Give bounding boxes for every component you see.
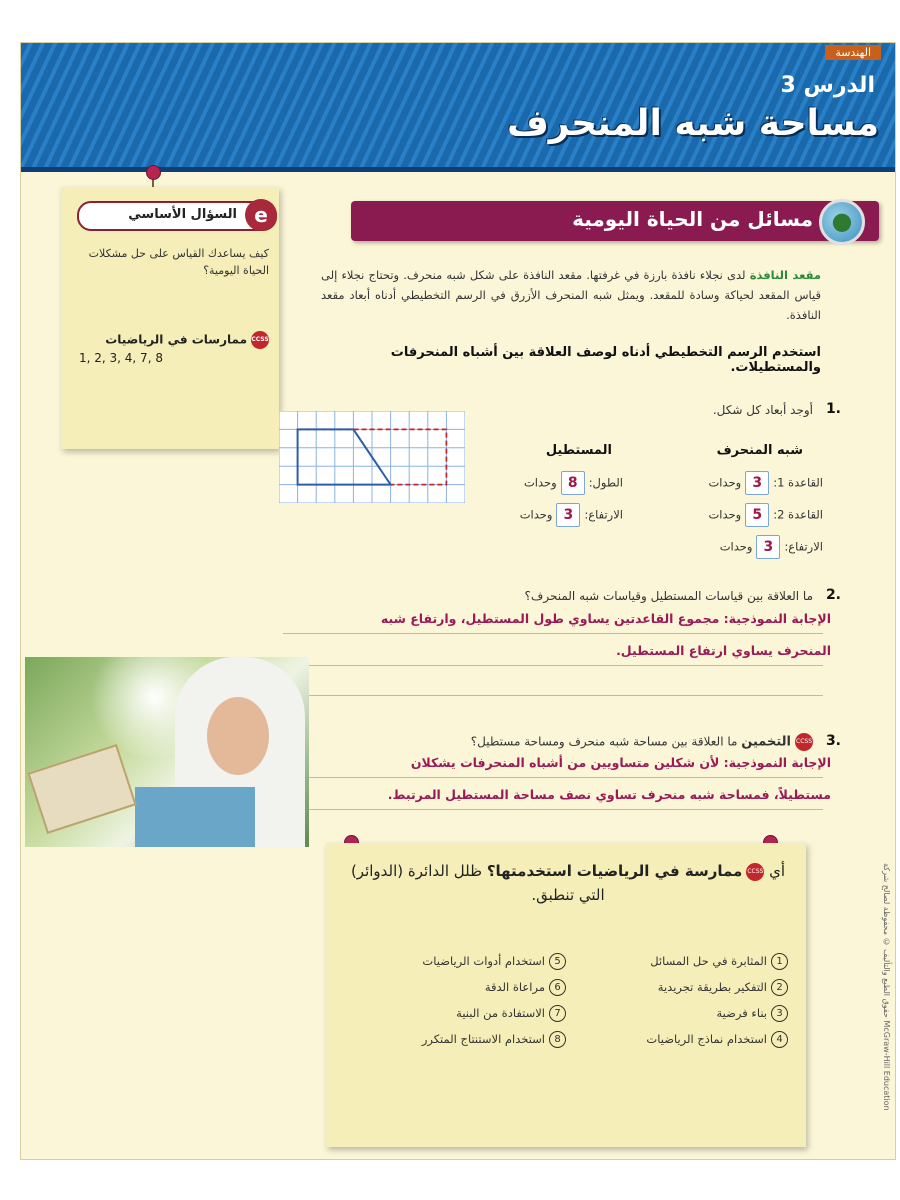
essential-question-icon: e bbox=[245, 199, 277, 231]
copyright-credit: حقوق الطبع والتأليف © محفوظة لصالح شركة McGraw-Hill Education bbox=[882, 863, 891, 1111]
lesson-number: الدرس 3 bbox=[780, 73, 875, 98]
card-title-prefix: أي bbox=[769, 862, 786, 880]
math-practices-label: ممارسات في الرياضيات bbox=[105, 332, 247, 347]
circle-icon[interactable]: 6 bbox=[549, 979, 566, 996]
ccss-icon: CCSS bbox=[746, 863, 764, 881]
practice-label: بناء فرضية bbox=[716, 1006, 767, 1020]
practice-label: استخدام الاستنتاج المتكرر bbox=[421, 1032, 545, 1046]
practice-label: استخدام أدوات الرياضيات bbox=[422, 954, 545, 968]
q2-answer-line1: الإجابة النموذجية: مجموع القاعدتين يساوي طول المستطيل، وارتفاع شبه bbox=[380, 611, 831, 626]
base1-answer: 3 bbox=[745, 471, 769, 495]
circle-icon[interactable]: 4 bbox=[771, 1031, 788, 1048]
trapezoid-base1-row bbox=[708, 471, 823, 495]
math-practices-heading bbox=[105, 331, 269, 349]
rectangle-heading: المستطيل bbox=[545, 443, 612, 458]
q3-answer-line1: الإجابة النموذجية: لأن شكلين متساويين من أشباه المنحرفات يشكلان bbox=[410, 755, 831, 770]
q3-text: ما العلاقة بين مساحة شبه منحرف ومساحة مستطيل؟ bbox=[470, 734, 742, 749]
trapezoid-heading: شبه المنحرف bbox=[716, 443, 803, 458]
real-world-banner bbox=[351, 201, 879, 241]
circle-icon[interactable]: 5 bbox=[549, 953, 566, 970]
ccss-icon: CCSS bbox=[251, 331, 269, 349]
math-practices-list: 1, 2, 3, 4, 7, 8 bbox=[79, 351, 163, 365]
pushpin-icon bbox=[146, 165, 161, 180]
rectangle-length-row bbox=[524, 471, 623, 495]
intro-text: لدى نجلاء نافذة بارزة في غرفتها. مقعد النافذة على شكل شبه منحرف. وتحتاج نجلاء إلى قياس المقعد لحياكة وسادة للمقعد. ويمثل شبه المنحرف الأزرق في الرسم التخطيطي أدناه أبعاد مقعد النافذة. bbox=[321, 268, 821, 322]
essential-question-text: كيف يساعدك القياس على حل مشكلات الحياة اليومية؟ bbox=[88, 247, 269, 277]
practice-option-5[interactable] bbox=[422, 953, 566, 970]
rect-height-label: الارتفاع: bbox=[584, 507, 623, 522]
base2-unit: وحدات bbox=[708, 507, 742, 522]
q3-text-row bbox=[471, 733, 813, 751]
practice-label: استخدام نماذج الرياضيات bbox=[646, 1032, 767, 1046]
circle-icon[interactable]: 8 bbox=[549, 1031, 566, 1048]
trapezoid-rectangle-diagram bbox=[279, 411, 465, 503]
practice-label: التفكير بطريقة تجريدية bbox=[657, 980, 767, 994]
practice-option-4[interactable] bbox=[646, 1031, 788, 1048]
practice-label: الاستفادة من البنية bbox=[456, 1006, 545, 1020]
q3-number: 3. bbox=[825, 733, 841, 749]
essential-question-label: السؤال الأساسي bbox=[128, 207, 237, 222]
lesson-title: مساحة شبه المنحرف bbox=[506, 103, 879, 144]
practice-option-2[interactable] bbox=[658, 979, 788, 996]
base1-unit: وحدات bbox=[708, 475, 742, 490]
photo-book bbox=[27, 744, 136, 834]
card-title-bold: ممارسة في الرياضيات bbox=[576, 862, 743, 880]
practice-option-8[interactable] bbox=[422, 1031, 566, 1048]
answer-rule bbox=[309, 665, 823, 666]
essential-question-note bbox=[61, 187, 279, 449]
ccss-icon: CCSS bbox=[795, 733, 813, 751]
q1-number: 1. bbox=[825, 401, 841, 417]
intro-keyword: مقعد النافذة bbox=[749, 268, 821, 282]
practice-label: مراعاة الدقة bbox=[484, 980, 545, 994]
practice-option-3[interactable] bbox=[717, 1005, 788, 1022]
instruction-text: استخدم الرسم التخطيطي أدناه لوصف العلاقة بين أشباه المنحرفات والمستطيلات. bbox=[390, 345, 821, 375]
answer-rule bbox=[309, 777, 823, 778]
answer-rule bbox=[309, 695, 823, 696]
trap-height-answer: 3 bbox=[756, 535, 780, 559]
q3-answer-line2: مستطيلاً، فمساحة شبه منحرف تساوي نصف مساحة المستطيل المرتبط. bbox=[387, 787, 831, 802]
math-practices-card bbox=[326, 843, 806, 1147]
page bbox=[20, 42, 896, 1160]
card-title-bold2: استخدمتها؟ bbox=[486, 862, 572, 880]
globe-icon: ● bbox=[819, 199, 865, 245]
practice-label: المثابرة في حل المسائل bbox=[650, 954, 767, 968]
answer-rule bbox=[283, 633, 823, 634]
base1-label: القاعدة 1: bbox=[773, 475, 823, 490]
base2-label: القاعدة 2: bbox=[773, 507, 823, 522]
length-label: الطول: bbox=[588, 475, 623, 490]
rect-height-answer: 3 bbox=[556, 503, 580, 527]
lesson-header bbox=[21, 43, 895, 172]
circle-icon[interactable]: 2 bbox=[771, 979, 788, 996]
banner-title: مسائل من الحياة اليومية bbox=[572, 207, 813, 231]
photo-face bbox=[207, 697, 269, 775]
answer-rule bbox=[309, 809, 823, 810]
q2-answer-line2: المنحرف يساوي ارتفاع المستطيل. bbox=[616, 643, 831, 658]
q1-text: أوجد أبعاد كل شكل. bbox=[712, 403, 813, 417]
trap-height-label: الارتفاع: bbox=[784, 539, 823, 554]
essential-question-header bbox=[77, 201, 277, 231]
intro-paragraph bbox=[321, 265, 821, 325]
rectangle-height-row bbox=[520, 503, 623, 527]
length-answer: 8 bbox=[561, 471, 585, 495]
base2-answer: 5 bbox=[745, 503, 769, 527]
q2-number: 2. bbox=[825, 587, 841, 603]
trapezoid-base2-row bbox=[708, 503, 823, 527]
practice-option-1[interactable] bbox=[650, 953, 788, 970]
circle-icon[interactable]: 7 bbox=[549, 1005, 566, 1022]
practice-option-7[interactable] bbox=[456, 1005, 566, 1022]
trap-height-unit: وحدات bbox=[719, 539, 753, 554]
photo-shirt bbox=[135, 787, 255, 847]
circle-icon[interactable]: 1 bbox=[771, 953, 788, 970]
practice-option-6[interactable] bbox=[485, 979, 566, 996]
circle-icon[interactable]: 3 bbox=[771, 1005, 788, 1022]
card-title bbox=[348, 859, 788, 907]
length-unit: وحدات bbox=[523, 475, 557, 490]
trapezoid-height-row bbox=[720, 535, 823, 559]
q2-text: ما العلاقة بين قياسات المستطيل وقياسات شبه المنحرف؟ bbox=[524, 589, 813, 603]
subject-tab: الهندسة bbox=[825, 45, 881, 60]
rect-height-unit: وحدات bbox=[519, 507, 553, 522]
card-title-rest: ظلل الدائرة (الدوائر) التي تنطبق. bbox=[350, 862, 605, 904]
student-reading-photo bbox=[25, 657, 309, 847]
q3-label: التخمين bbox=[741, 734, 791, 750]
